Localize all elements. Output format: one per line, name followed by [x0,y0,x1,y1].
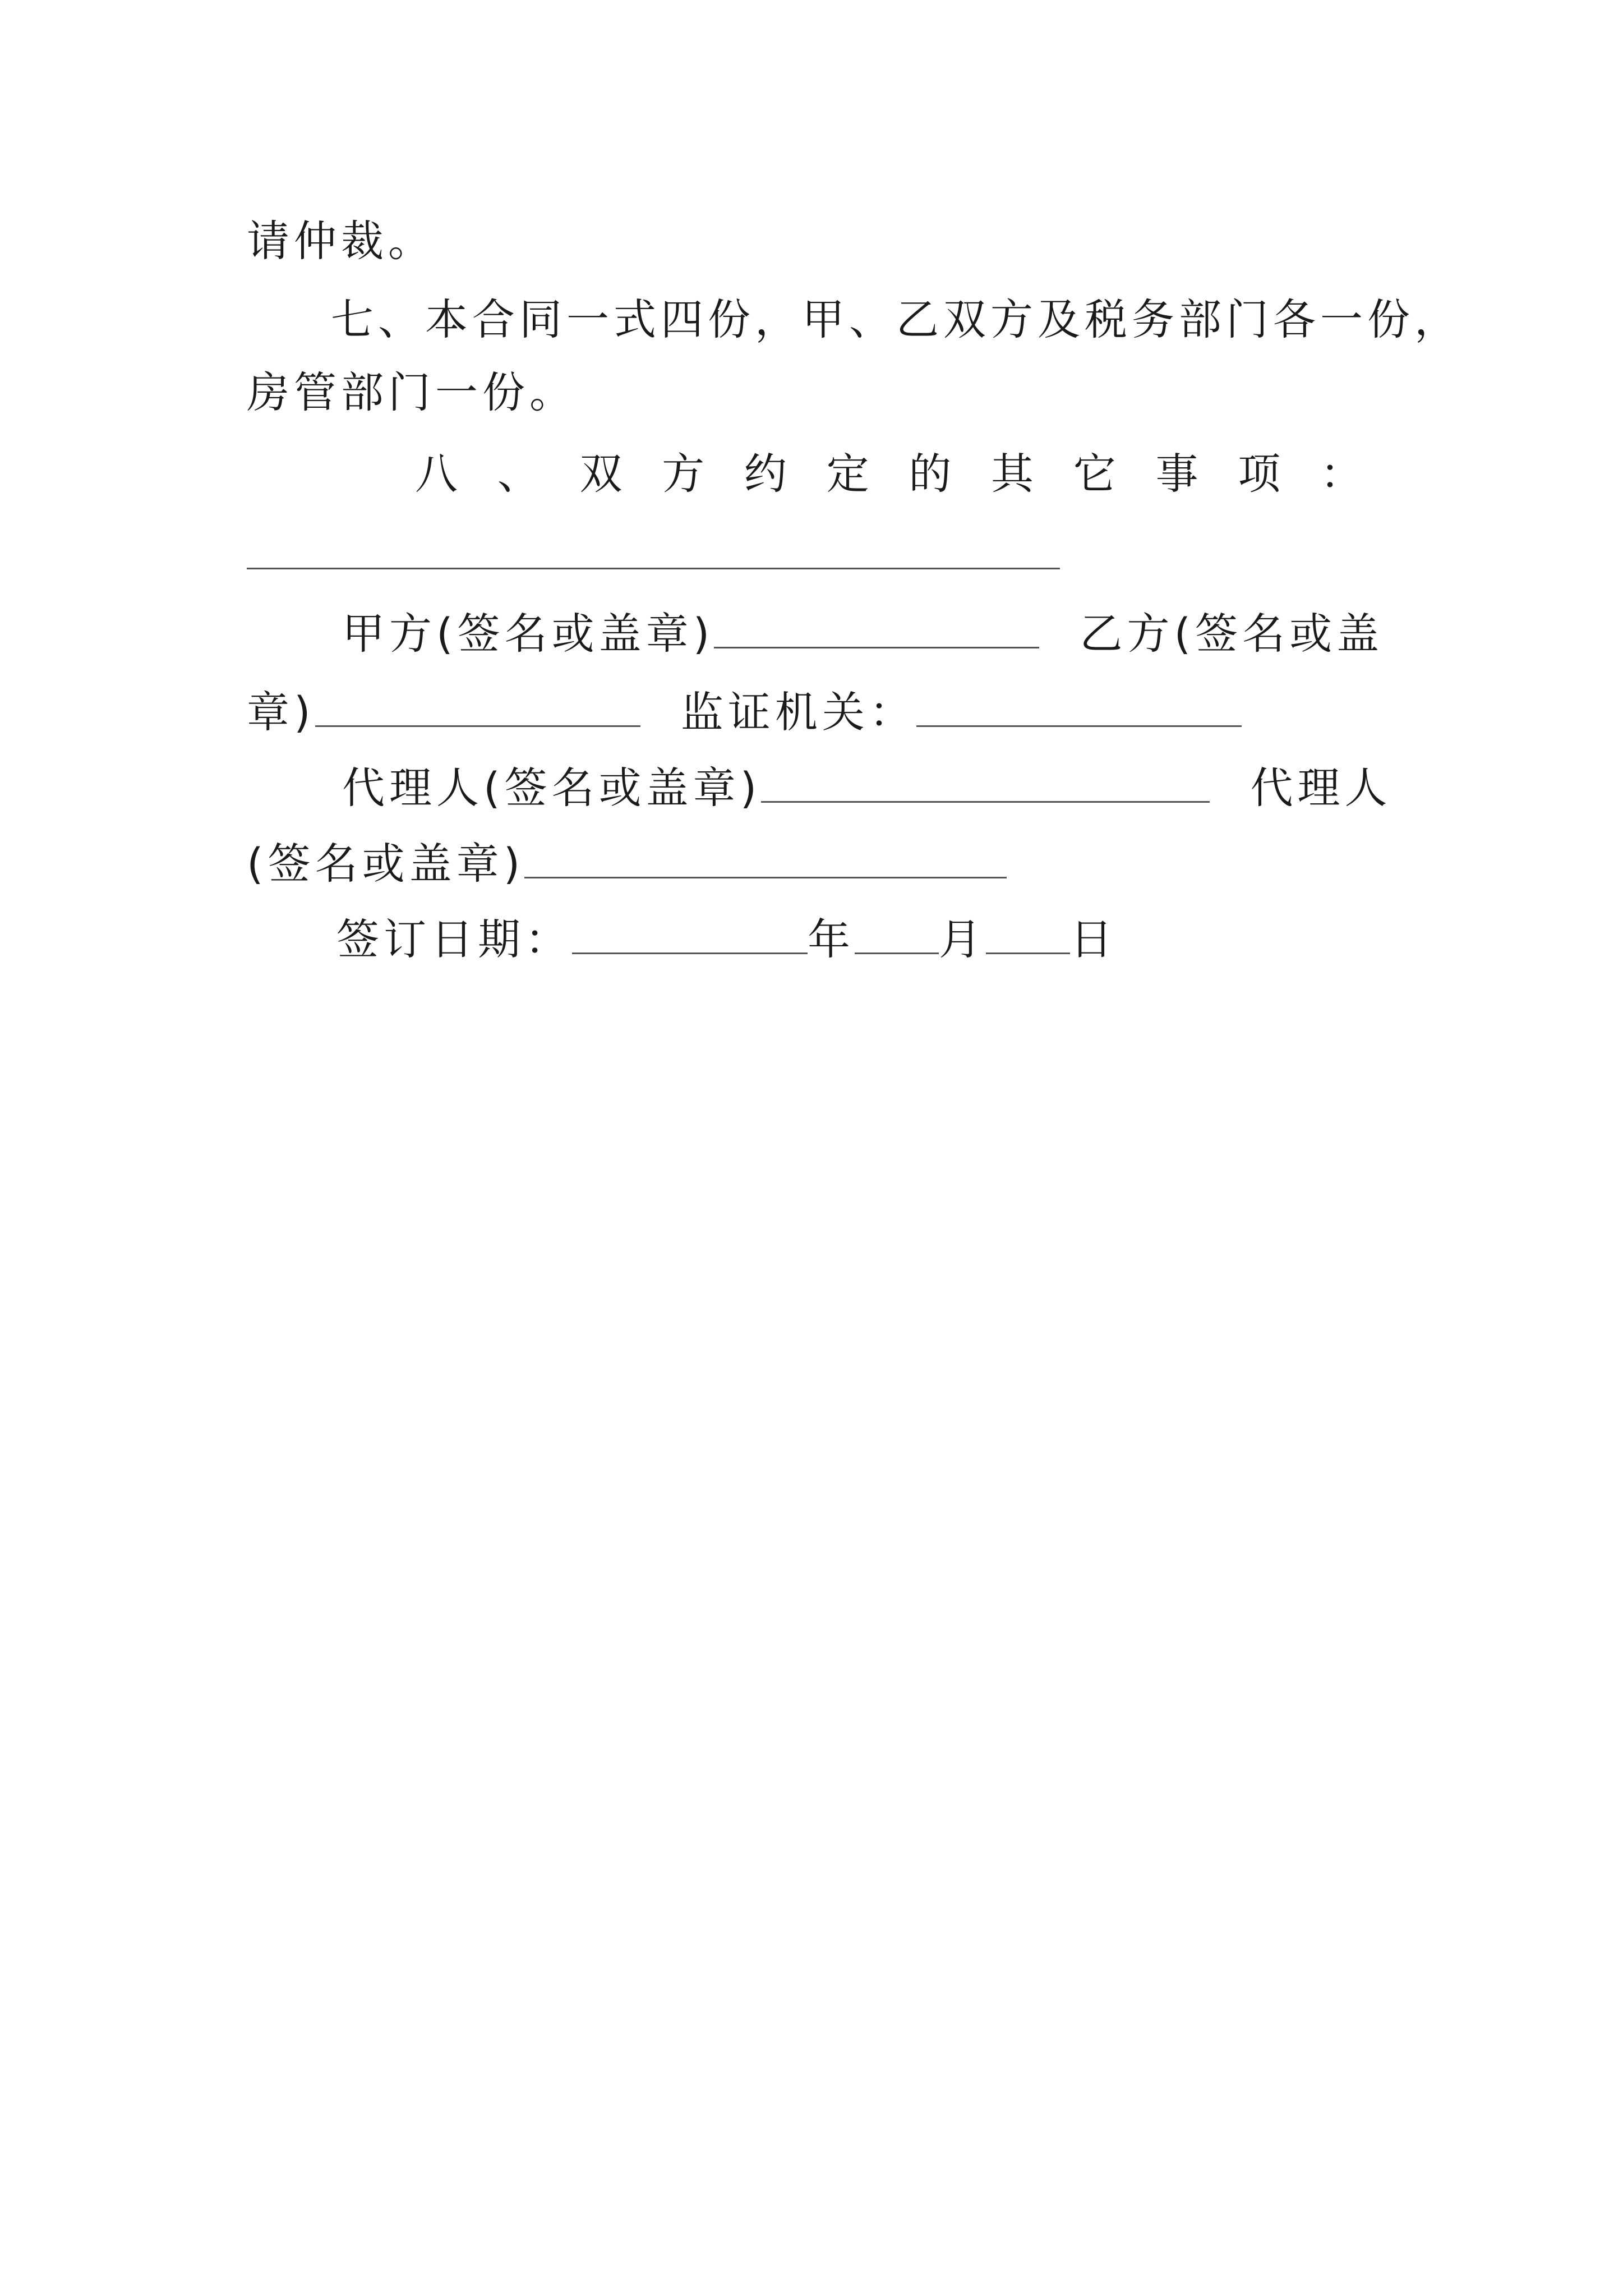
agent-b-label: 代理人 [1250,763,1392,813]
heading-char: 方 [662,449,705,499]
paragraph-7-line1: 七、本合同一式四份，甲、乙双方及税务部门各一份， [331,295,1461,344]
agent-a-label: 代理人(签名或盖章) [342,763,762,813]
heading-char: 约 [744,449,787,499]
signature-line-agents [342,760,1391,816]
agent-b-label-cont: (签名或盖章) [247,839,525,889]
agent-a-signature-blank[interactable] [761,762,1210,803]
party-b-signature-blank[interactable] [315,686,640,727]
heading-char: 其 [991,449,1034,499]
supervisor-label: 监证机关： [680,687,916,737]
agent-b-signature-blank[interactable] [524,838,1007,878]
day-blank[interactable] [986,913,1070,954]
signature-line-agent-cont [247,836,1007,892]
party-b-label: 乙方(签名或盖 [1080,609,1384,659]
month-blank[interactable] [855,913,939,954]
year-label: 年 [808,914,855,964]
party-b-label-cont: 章) [247,687,315,737]
heading-char: 八 [415,449,458,499]
heading-char: 双 [579,449,623,499]
month-label: 月 [939,914,986,964]
heading-char: ： [1320,449,1363,499]
party-a-signature-blank[interactable] [714,608,1039,648]
paragraph-8-heading [415,446,1363,502]
heading-char: 事 [1155,449,1198,499]
heading-char: 项 [1238,449,1281,499]
other-matters-blank[interactable] [247,568,1060,569]
sign-date-label: 签订日期： [336,914,572,964]
heading-char: 定 [826,449,869,499]
year-blank[interactable] [572,913,808,954]
signature-line-supervisor [247,684,1242,740]
day-label: 日 [1070,914,1117,964]
paragraph-6-end: 请仲裁。 [247,216,435,266]
paragraph-7-line2: 房管部门一份。 [247,367,577,417]
party-a-label: 甲方(签名或盖章) [342,609,714,659]
signature-line-parties [342,606,1384,662]
heading-char: 、 [497,449,540,499]
heading-char: 的 [909,449,952,499]
heading-char: 它 [1073,449,1116,499]
signature-line-date [336,912,1117,968]
supervisor-blank[interactable] [916,686,1242,727]
